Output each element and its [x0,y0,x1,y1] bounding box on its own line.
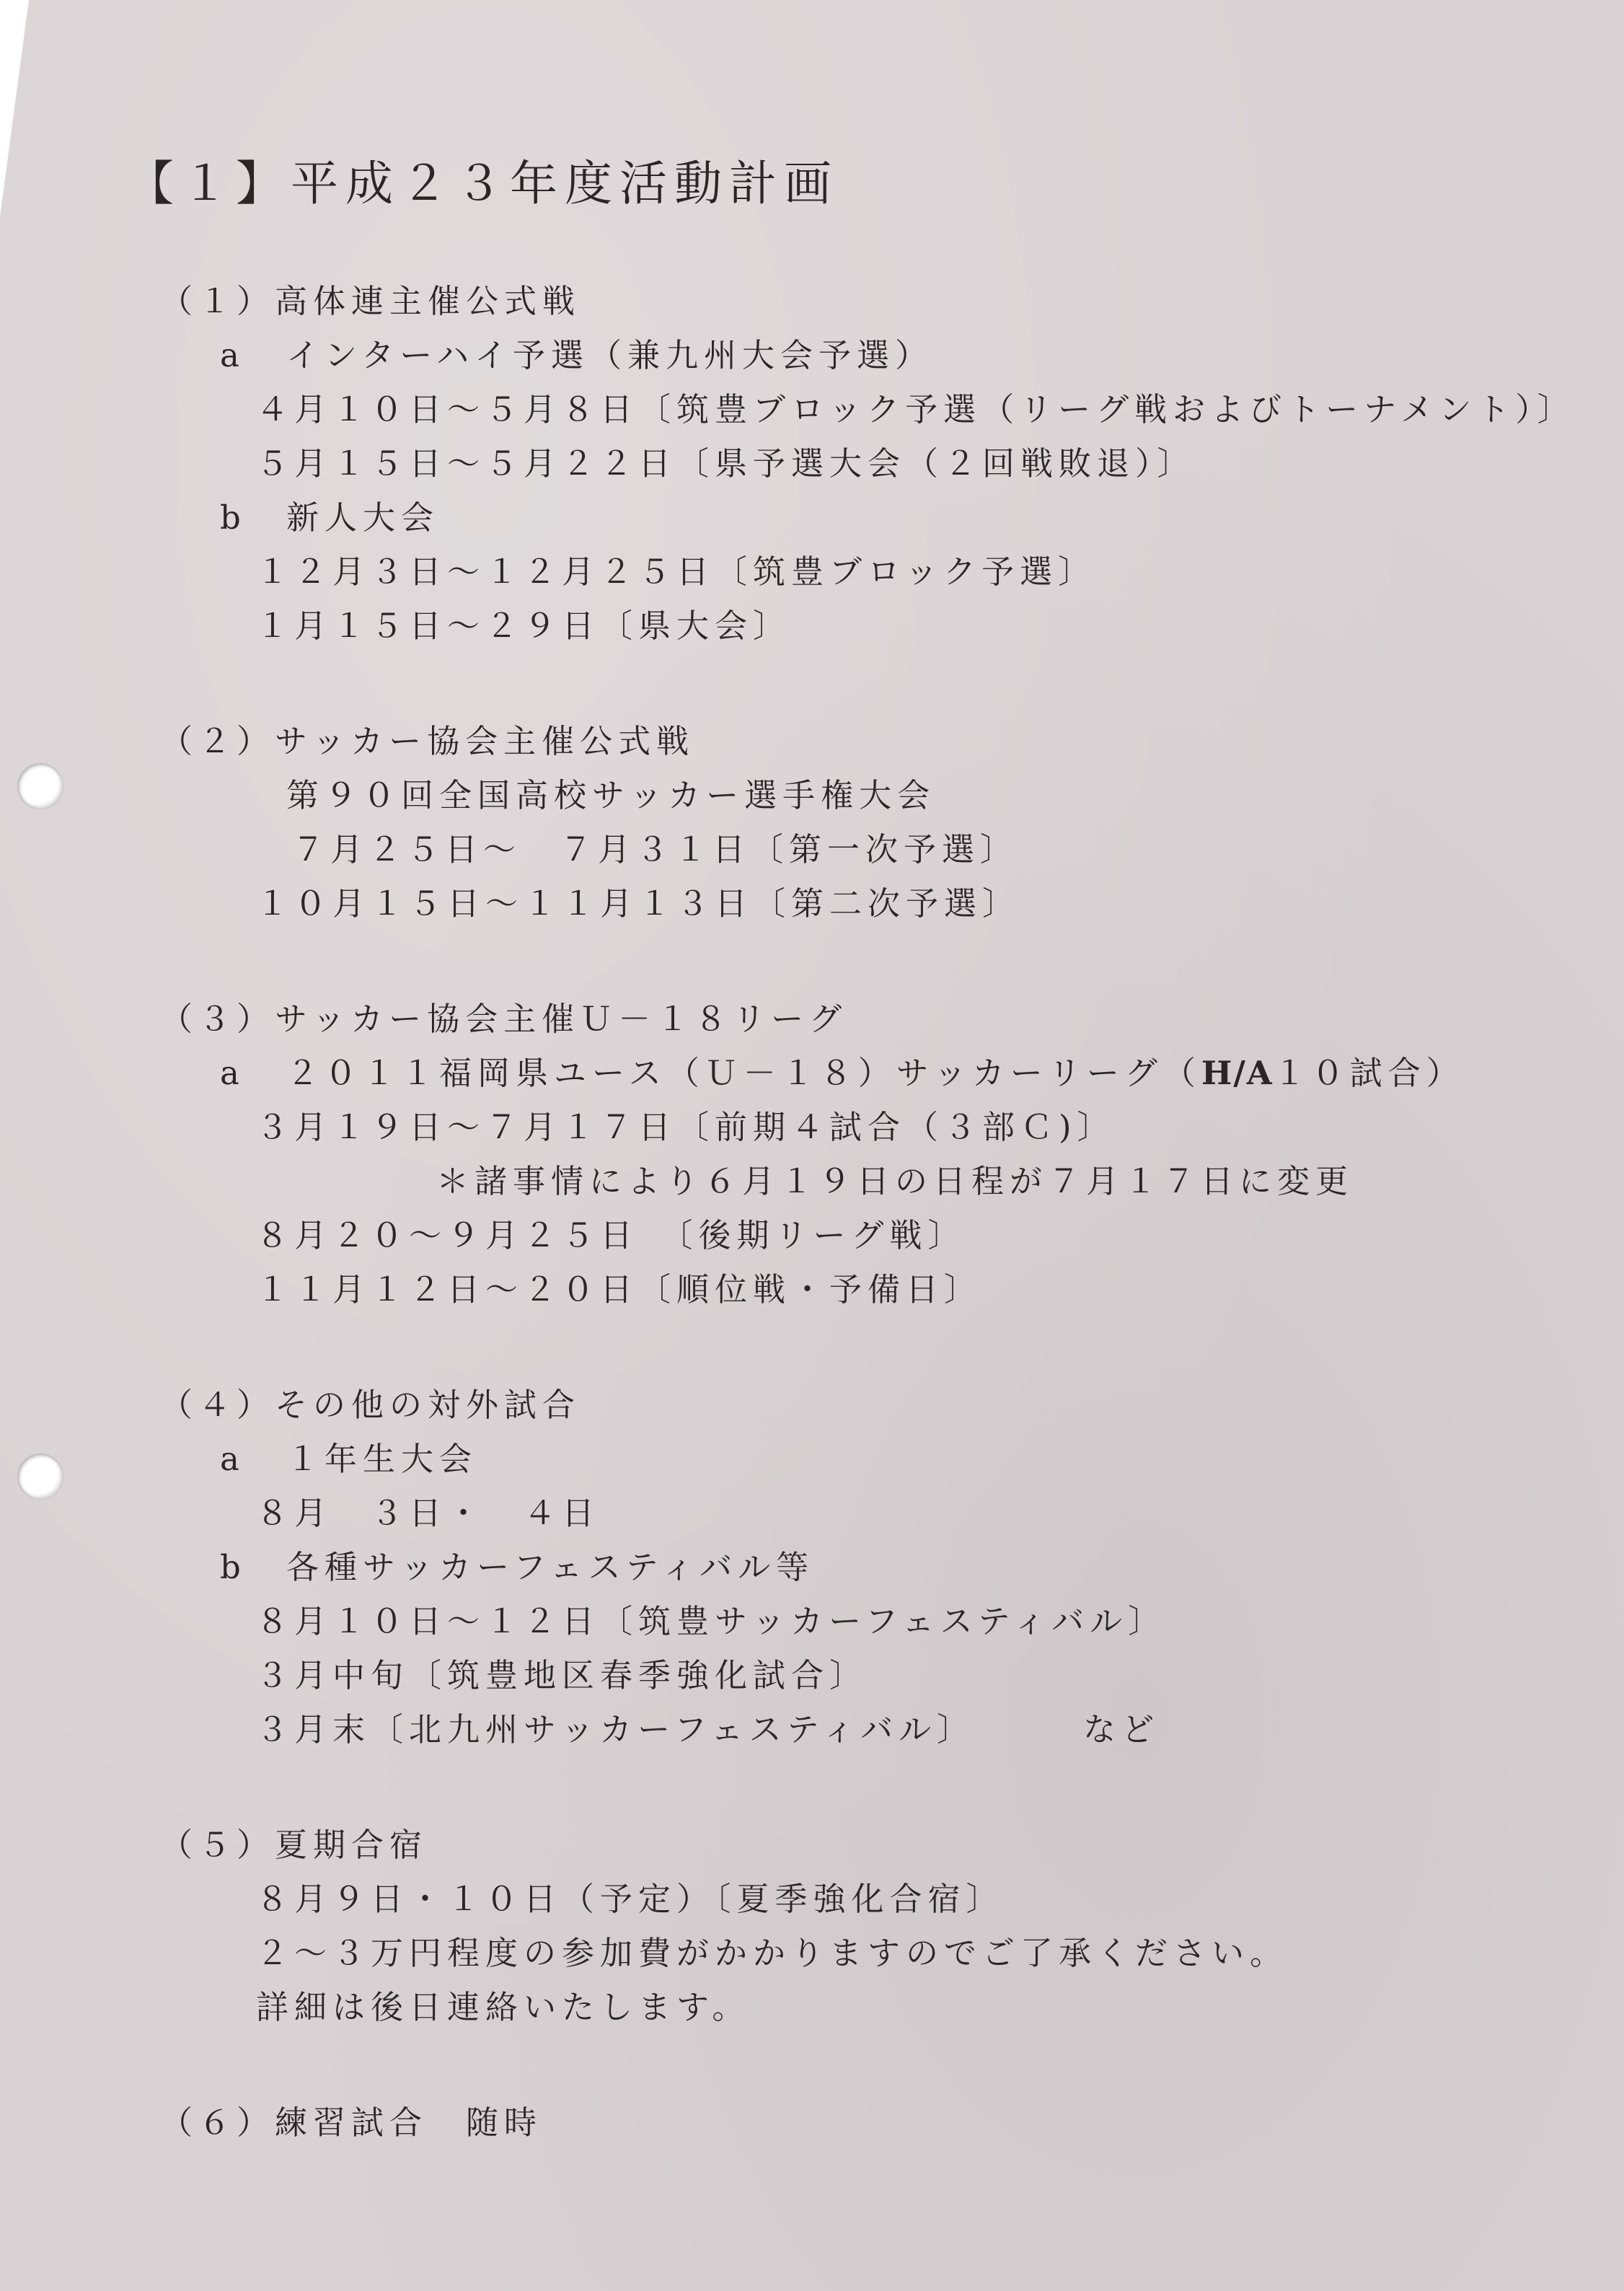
detail-line: １２月３日～１２月２５日〔筑豊ブロック予選〕 [256,553,1097,591]
item-label: 新人大会 [286,498,440,537]
item-marker: a [220,1054,245,1092]
section-heading-1: （１）高体連主催公式戦 [160,282,581,320]
item-marker: b [220,498,247,537]
detail-line: ５月１５日～５月２２日〔県予選大会（２回戦敗退）〕 [256,444,1196,483]
detail-line: ３月１９日～７月１７日〔前期４試合（３部Ｃ)〕 [256,1108,1116,1146]
section-4-item-a [220,1438,477,1481]
detail-line: ７月２５日～ ７月３１日〔第一次予選〕 [292,830,1019,869]
item-label: インターハイ予選（兼九州大会予選） [286,336,933,374]
note-line: ＊諸事情により６月１９日の日程が７月１７日に変更 [436,1162,1354,1200]
item-label-post: １０試合） [1273,1054,1465,1092]
detail-line [256,1708,1160,1751]
section-2-label: 第９０回全国高校サッカー選手権大会 [286,776,936,814]
section-heading-2: （２）サッカー協会主催公式戦 [160,722,695,760]
torn-edge [0,0,29,216]
detail-line: １月１５日～２９日〔県大会〕 [256,607,792,645]
detail-line: １１月１２日～２０日〔順位戦・予備日〕 [256,1270,983,1309]
section-3-item-a [220,1052,1465,1095]
detail-line: ４月１０日～５月８日〔筑豊ブロック予選（リーグ戦およびトーナメント）〕 [256,390,1576,428]
detail-line: 詳細は後日連絡いたします。 [256,1988,751,2026]
item-label: １年生大会 [286,1440,478,1478]
detail-line: ８月１０日～１２日〔筑豊サッカーフェスティバル〕 [256,1602,1167,1640]
detail-line: ８月 ３日・ ４日 [256,1494,601,1532]
section-1-item-a [220,334,933,377]
item-marker: a [220,1440,245,1478]
item-marker: b [220,1548,247,1586]
section-4-item-b [220,1546,814,1589]
detail-line: １０月１５日～１１月１３日〔第二次予選〕 [256,884,1021,923]
section-heading-4: （４）その他の対外試合 [160,1386,581,1424]
section-1-item-b [220,496,439,540]
item-label: 各種サッカーフェスティバル等 [286,1548,815,1586]
section-heading-6: （６）練習試合 随時 [160,2103,543,2142]
punch-hole-icon [17,763,63,809]
item-label-bold: H/A [1201,1054,1274,1092]
section-heading-3: （３）サッカー協会主催Ｕ－１８リーグ [160,1000,848,1038]
section-heading-5: （５）夏期合宿 [160,1826,428,1864]
trailing-text: など [1083,1710,1160,1749]
detail-line: ８月２０～９月２５日 〔後期リーグ戦〕 [256,1216,966,1254]
punch-hole-icon [17,1454,63,1500]
detail-text: ３月末〔北九州サッカーフェスティバル〕 [256,1710,976,1749]
detail-line: ２～３万円程度の参加費がかかりますのでご了承ください。 [256,1934,1289,1972]
detail-line: ３月中旬〔筑豊地区春季強化試合〕 [256,1656,868,1694]
item-marker: a [220,336,245,374]
detail-line: ８月９日・１０日（予定）〔夏季強化合宿〕 [256,1880,1005,1918]
item-label: ２０１１福岡県ユース（Ｕ－１８）サッカーリーグ（ [286,1054,1201,1092]
page-title: 【１】平成２３年度活動計画 [126,156,839,211]
